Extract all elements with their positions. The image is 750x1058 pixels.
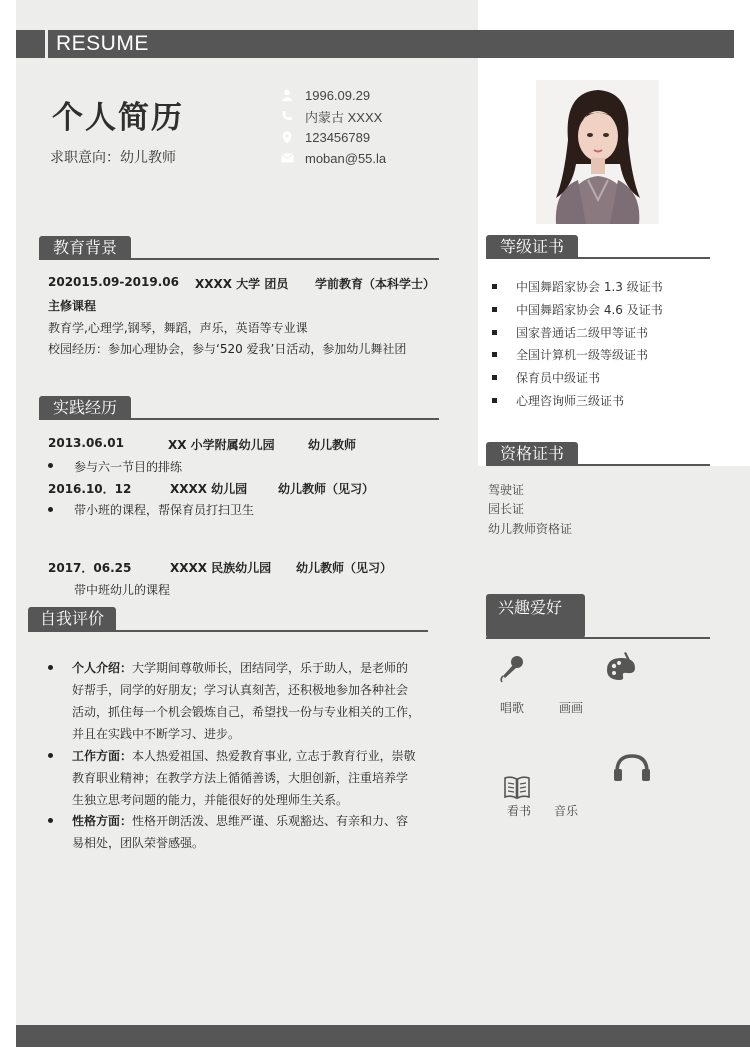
hobbies-divider xyxy=(486,637,710,639)
qual-item: 园长证 xyxy=(488,502,525,516)
square-bullet xyxy=(492,284,497,289)
self-eval-personality xyxy=(72,810,436,854)
cert-text: 保育员中级证书 xyxy=(516,371,601,385)
qual-item: 驾驶证 xyxy=(488,483,525,497)
cert-text: 中国舞蹈家协会 4.6 及证书 xyxy=(516,303,663,317)
self-eval-line: 好帮手，同学的好朋友；学习认真刻苦，还积极地参加各种社会 xyxy=(72,683,409,697)
hobby-reading: 看书 xyxy=(507,804,532,818)
cert-text: 全国计算机一级等级证书 xyxy=(516,348,649,362)
self-eval-line: 大学期间尊敬师长，团结同学，乐于助人，是老师的 xyxy=(132,661,409,675)
self-eval-intro xyxy=(72,657,436,745)
education-section-header xyxy=(39,236,131,260)
cert-item xyxy=(492,369,600,386)
self-eval-divider xyxy=(28,630,428,632)
list-bullet xyxy=(48,507,53,512)
cert-item xyxy=(492,301,663,318)
self-eval-heading: 自我评价 xyxy=(28,607,116,631)
phone-text: 123456789 xyxy=(305,129,371,145)
map-pin-icon xyxy=(280,130,294,144)
footer-bar xyxy=(16,1025,750,1047)
qual-heading: 资格证书 xyxy=(486,442,578,466)
practice-org: XXXX 幼儿园 xyxy=(170,482,248,496)
practice-heading: 实践经历 xyxy=(39,396,131,420)
qual-item: 幼儿教师资格证 xyxy=(488,522,573,536)
page-title: 个人简历 xyxy=(52,100,184,136)
practice-date: 2016.10．12 xyxy=(48,482,132,496)
certs-divider xyxy=(486,257,710,259)
person-icon xyxy=(280,88,294,102)
list-bullet xyxy=(48,665,53,670)
cert-item xyxy=(492,324,648,341)
self-eval-label: 个人介绍： xyxy=(72,661,133,675)
campus-experience: 校园经历：参加心理协会，参与‘520 爱我’日活动，参加幼儿舞社团 xyxy=(48,342,407,356)
self-eval-label: 性格方面： xyxy=(72,814,133,828)
self-eval-line: 生独立思考问题的能力，并能很好的处理师生关系。 xyxy=(72,793,349,807)
phone-handset-icon xyxy=(280,109,294,123)
courses-text: 教育学,心理学,钢琴，舞蹈，声乐，英语等专业课 xyxy=(48,321,308,335)
education-school: XXXX 大学 团员 xyxy=(195,277,289,291)
cert-item xyxy=(492,346,648,363)
email-text: moban@55.la xyxy=(305,150,387,166)
qual-divider xyxy=(486,464,710,466)
book-icon xyxy=(504,775,530,803)
list-bullet xyxy=(48,463,53,468)
headphones-icon xyxy=(613,754,651,786)
self-eval-label: 工作方面： xyxy=(72,749,133,763)
resume-bar-square xyxy=(16,30,45,58)
self-eval-work xyxy=(72,745,436,811)
square-bullet xyxy=(492,375,497,380)
practice-detail: 带中班幼儿的课程 xyxy=(74,583,171,597)
microphone-icon xyxy=(497,654,525,688)
practice-org: XXXX 民族幼儿园 xyxy=(170,561,272,575)
hobby-music: 音乐 xyxy=(554,804,579,818)
list-bullet xyxy=(48,818,53,823)
education-major: 学前教育（本科学士） xyxy=(315,277,436,291)
envelope-icon xyxy=(280,151,294,165)
contact-phone xyxy=(280,127,370,147)
hobbies-section-header xyxy=(486,594,585,638)
practice-role: 幼儿教师（见习） xyxy=(296,561,393,575)
self-eval-section-header xyxy=(28,607,116,631)
square-bullet xyxy=(492,398,497,403)
profile-photo xyxy=(536,80,659,224)
square-bullet xyxy=(492,330,497,335)
location-text: 内蒙古 XXXX xyxy=(305,109,383,125)
practice-detail: 带小班的课程，帮保育员打扫卫生 xyxy=(74,503,255,517)
education-divider xyxy=(39,258,439,260)
self-eval-line: 本人热爱祖国、热爱教育事业, 立志于教育行业，崇敬 xyxy=(132,749,416,763)
cert-text: 中国舞蹈家协会 1.3 级证书 xyxy=(516,280,663,294)
job-intent: 求职意向：幼儿教师 xyxy=(50,150,176,166)
birthday-text: 1996.09.29 xyxy=(305,87,371,103)
contact-birthday xyxy=(280,85,370,105)
qual-section-header xyxy=(486,442,578,466)
self-eval-line: 并且在实践中不断学习、进步。 xyxy=(72,727,241,741)
self-eval-line: 活动，抓住每一个机会锻炼自己，希望找一份与专业相关的工作， xyxy=(72,705,421,719)
certs-heading: 等级证书 xyxy=(486,235,578,259)
contact-location xyxy=(280,106,382,126)
practice-divider xyxy=(39,418,439,420)
practice-org: XX 小学附属幼儿园 xyxy=(168,438,275,452)
education-heading: 教育背景 xyxy=(39,236,131,260)
hobby-singing: 唱歌 xyxy=(500,701,525,715)
right-panel-background xyxy=(478,466,750,1040)
list-bullet xyxy=(48,753,53,758)
practice-detail: 参与六一节目的排练 xyxy=(74,460,183,474)
practice-date: 2017．06.25 xyxy=(48,561,132,575)
hobbies-heading: 兴趣爱好 xyxy=(498,598,563,617)
cert-item xyxy=(492,392,624,409)
self-eval-line: 性格开朗活泼、思维严谨、乐观豁达、有亲和力、容 xyxy=(132,814,409,828)
hobby-painting: 画画 xyxy=(559,701,584,715)
practice-section-header xyxy=(39,396,131,420)
palette-icon xyxy=(604,652,638,688)
practice-role: 幼儿教师 xyxy=(308,438,357,452)
practice-date: 2013.06.01 xyxy=(48,436,124,450)
self-eval-line: 教育职业精神；在教学方法上循循善诱，大胆创新，注重培养学 xyxy=(72,771,409,785)
certs-section-header xyxy=(486,235,578,259)
practice-role: 幼儿教师（见习） xyxy=(278,482,375,496)
square-bullet xyxy=(492,352,497,357)
resume-bar: RESUME xyxy=(48,30,734,58)
cert-item xyxy=(492,278,663,295)
square-bullet xyxy=(492,307,497,312)
self-eval-line: 易相处，团队荣誉感强。 xyxy=(72,836,205,850)
contact-email xyxy=(280,148,386,168)
courses-label: 主修课程 xyxy=(48,299,97,313)
cert-text: 国家普通话二级甲等证书 xyxy=(516,326,649,340)
cert-text: 心理咨询师三级证书 xyxy=(516,394,625,408)
education-period: 202015.09-2019.06 xyxy=(48,275,179,289)
